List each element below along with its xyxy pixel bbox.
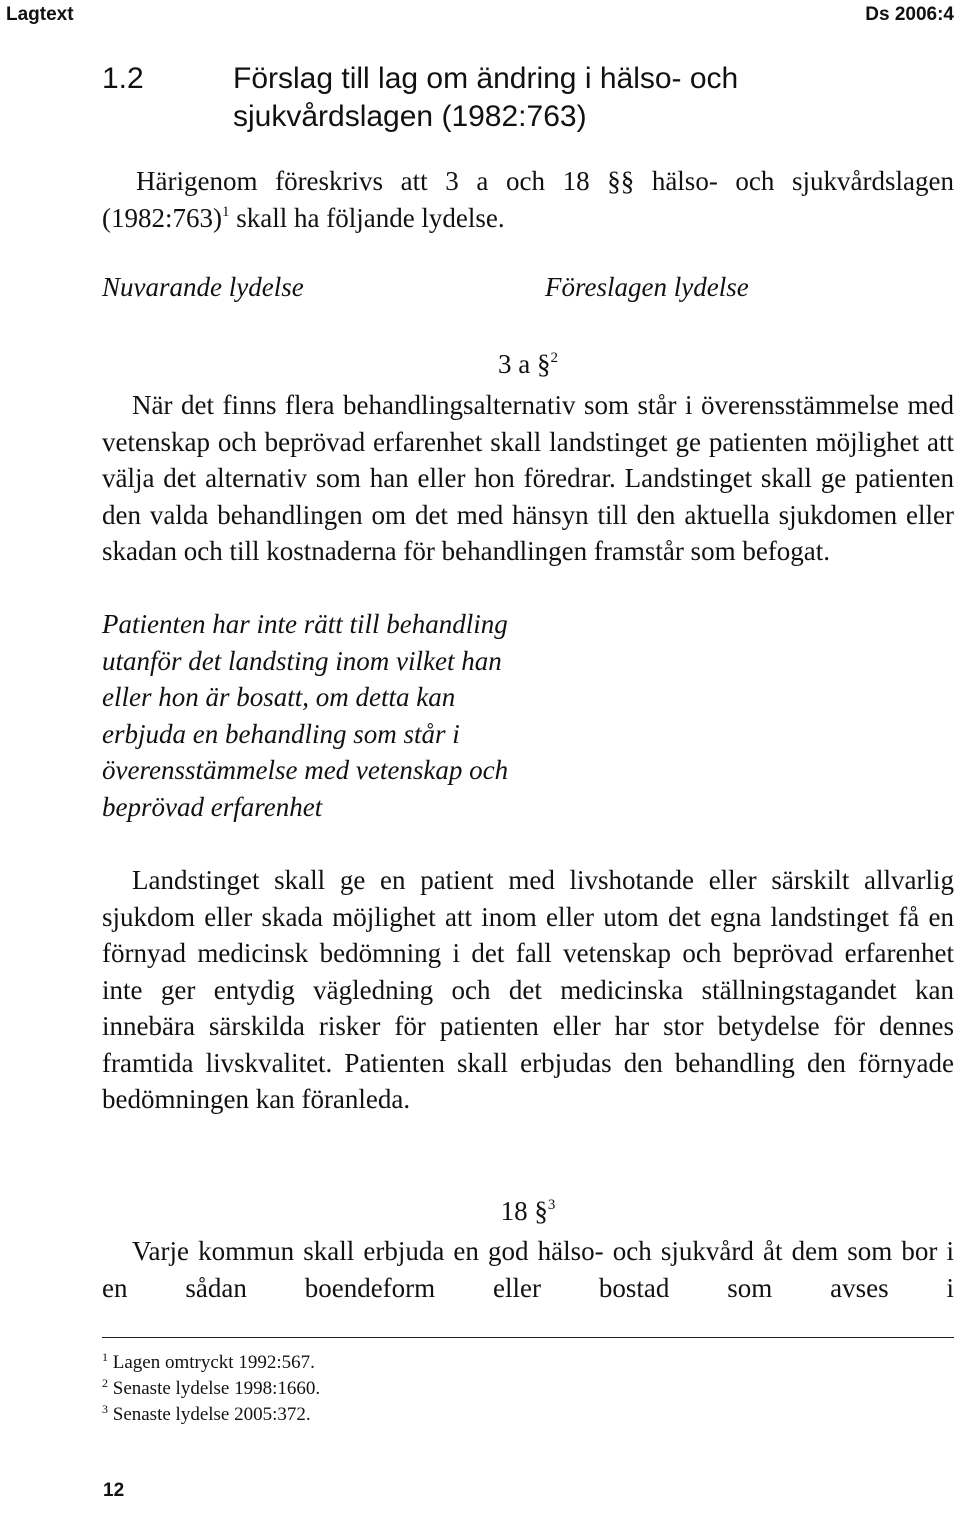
intro-paragraph xyxy=(102,163,954,236)
section-18-heading xyxy=(102,1196,954,1227)
footnote-separator xyxy=(102,1337,954,1338)
section-3a-heading xyxy=(102,349,954,380)
footnote-num: 3 xyxy=(102,1402,108,1416)
heading-title: Förslag till lag om ändring i hälso- och sjukvårdslagen (1982:763) xyxy=(233,62,739,133)
section-18-label: 18 § xyxy=(500,1196,548,1226)
section-18-paragraph-1: Varje kommun skall erbjuda en god hälso- och sjukvård åt dem som bor i en sådan boendeform eller bostad som avses i xyxy=(102,1236,954,1303)
footnotes xyxy=(102,1350,954,1428)
footnote-text: Lagen omtryckt 1992:567. xyxy=(112,1352,315,1373)
running-header-right: Ds 2006:4 xyxy=(865,4,954,25)
current-wording-text: Patienten har inte rätt till behandling utanför det landsting inom vilket han eller hon är bosatt, om detta kan erbjuda en behandling som står i överensstämmelse med vetenskap och beprövad erfarenhet xyxy=(102,609,509,822)
footnote-ref-1: 1 xyxy=(221,203,230,220)
footnote-text: Senaste lydelse 1998:1660. xyxy=(112,1378,321,1399)
footnote-ref-3: 3 xyxy=(547,1197,556,1213)
column-label-proposed: Föreslagen lydelse xyxy=(545,272,749,302)
footnote-num: 2 xyxy=(102,1376,108,1390)
intro-text: Härigenom föreskrivs att 3 a och 18 §§ hälso- och sjukvårdslagen (1982:763) xyxy=(102,166,954,233)
footnote-text: Senaste lydelse 2005:372. xyxy=(112,1404,311,1425)
footnote-3 xyxy=(102,1402,954,1428)
footnote-num: 1 xyxy=(102,1350,108,1364)
footnote-2 xyxy=(102,1376,954,1402)
section-3a-paragraph-2: Landstinget skall ge en patient med livshotande eller särskilt allvarlig sjukdom eller skada möjlighet att inom eller utom det egna landstinget få en förnyad medicinsk bedömning i det fall vetenskap och beprövad erfarenhet inte ger entydig vägledning och det medicinska ställningstagandet kan innebära särskilda risker för patienten eller har stor betydelse för dennes framtida livskvalitet. Patienten skall erbjudas den behandling den förnyade bedömningen kan föranleda. xyxy=(102,865,954,1114)
section-3a-paragraph-1: När det finns flera behandlingsalternativ som står i överensstämmelse med vetenskap och beprövad erfarenhet skall landstinget ge patienten möjlighet att välja det alternativ som han eller hon föredrar. Landstinget skall ge patienten den valda behandlingen om det med hänsyn till den aktuella sjukdomen eller skadan och till kostnaderna för behandlingen framstår som befogat. xyxy=(102,390,954,566)
section-3a-label: 3 a § xyxy=(498,349,551,379)
page-number: 12 xyxy=(103,1480,125,1501)
heading-number: 1.2 xyxy=(102,62,144,95)
running-header-left: Lagtext xyxy=(6,4,74,25)
footnote-ref-2: 2 xyxy=(550,350,558,366)
intro-text-after: skall ha följande lydelse. xyxy=(229,202,505,233)
footnote-1 xyxy=(102,1350,954,1376)
column-label-current: Nuvarande lydelse xyxy=(102,272,304,302)
